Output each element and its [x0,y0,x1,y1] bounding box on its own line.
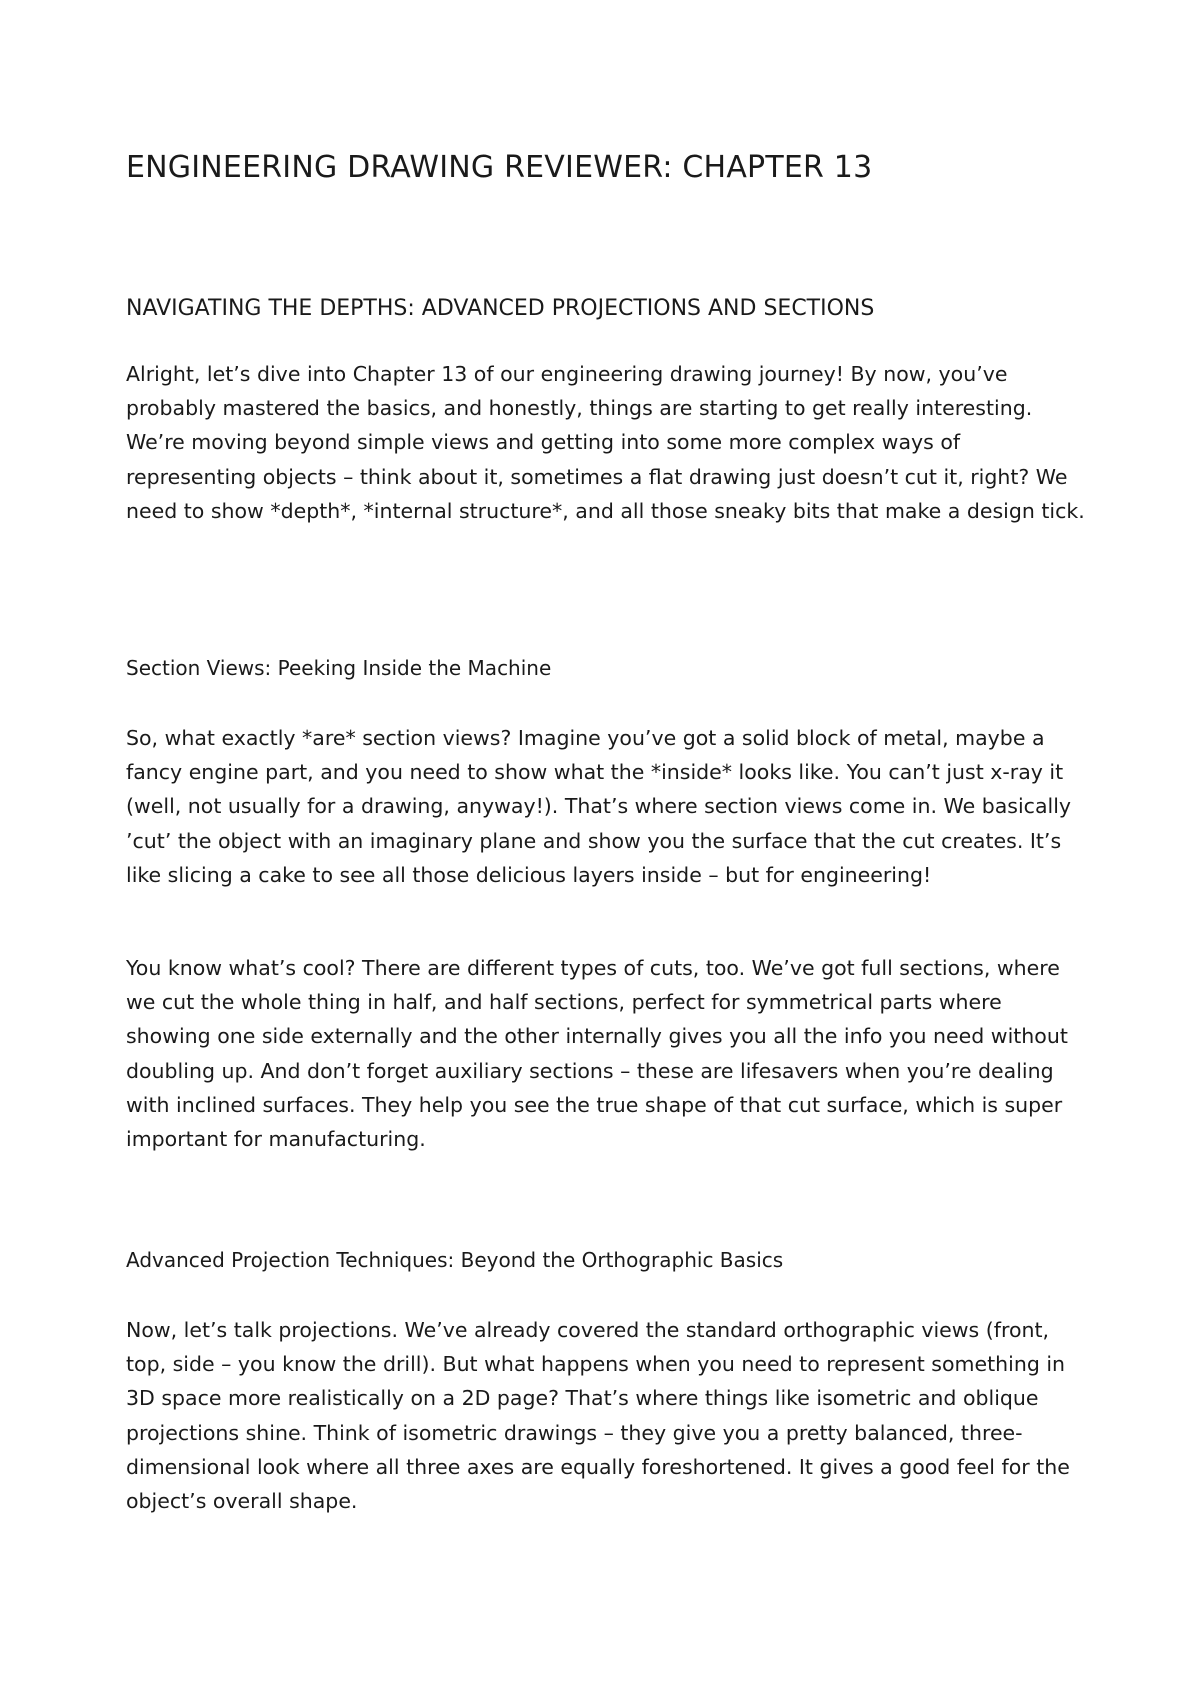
intro-paragraph: Alright, let’s dive into Chapter 13 of our engineering drawing journey! By now, you’ve probably mastered the basics, and honestly, things are starting to get really interesting. We’re moving beyond simple views and getting into some more complex ways of representing objects – think about it, sometimes a flat drawing just doesn’t cut it, right? We need to show *depth*, *internal structure*, and all those sneaky bits that make a design tick. [126,362,1085,523]
section-views-paragraph-1: So, what exactly *are* section views? Imagine you’ve got a solid block of metal, maybe a fancy engine part, and you need to show what the *inside* looks like. You can’t just x-ray it (well, not usually for a drawing, anyway!). That’s where section views come in. We basically ’cut’ the object with an imaginary plane and show you the surface that the cut creates. It’s like slicing a cake to see all those delicious layers inside – but for engineering! [126,726,1072,887]
document-title: ENGINEERING DRAWING REVIEWER: CHAPTER 13 [126,150,873,185]
subsection-heading-section-views: Section Views: Peeking Inside the Machine [126,656,552,680]
section-heading: NAVIGATING THE DEPTHS: ADVANCED PROJECTIONS AND SECTIONS [126,296,875,321]
advanced-projection-paragraph-1: Now, let’s talk projections. We’ve already covered the standard orthographic views (front, top, side – you know the drill). But what happens when you need to represent something in 3D space more realistically on a 2D page? That’s where things like isometric and oblique projections shine. Think of isometric drawings – they give you a pretty balanced, three-dimensional look where all three axes are equally foreshortened. It gives a good feel for the object’s overall shape. [126,1318,1070,1514]
subsection-heading-advanced-projection: Advanced Projection Techniques: Beyond the Orthographic Basics [126,1248,784,1272]
section-views-paragraph-2: You know what’s cool? There are different types of cuts, too. We’ve got full sections, where we cut the whole thing in half, and half sections, perfect for symmetrical parts where showing one side externally and the other internally gives you all the info you need without doubling up. And don’t forget auxiliary sections – these are lifesavers when you’re dealing with inclined surfaces. They help you see the true shape of that cut surface, which is super important for manufacturing. [126,956,1068,1152]
